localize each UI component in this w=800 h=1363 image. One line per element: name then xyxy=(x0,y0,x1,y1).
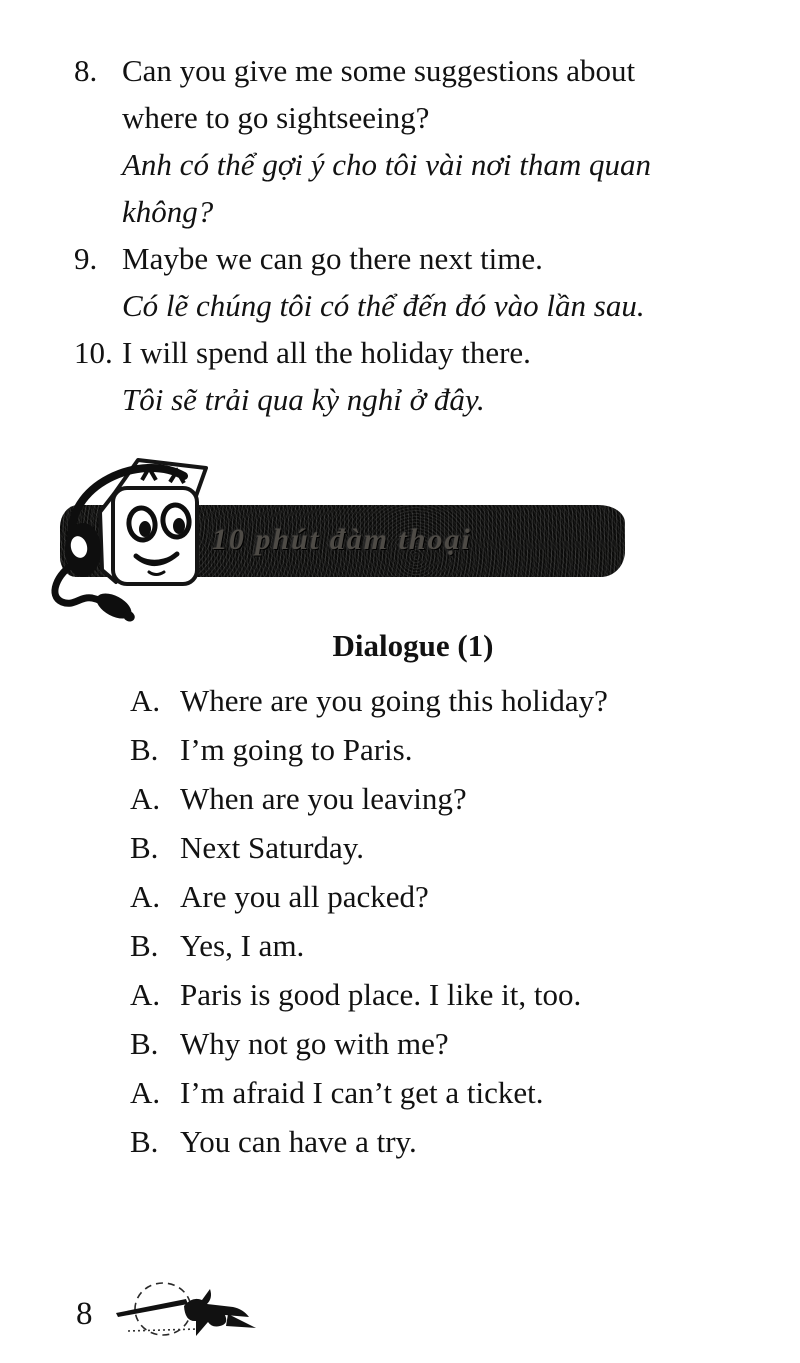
speaker-label: B. xyxy=(130,732,159,767)
listening-banner xyxy=(50,450,640,625)
dialogue-text: You can have a try. xyxy=(180,1124,417,1159)
phrase-item xyxy=(74,47,764,235)
page-number: 8 xyxy=(76,1296,93,1332)
speaker-label: B. xyxy=(130,830,159,865)
speaker-label: A. xyxy=(130,1075,161,1110)
dialogue-text: Paris is good place. I like it, too. xyxy=(180,977,582,1012)
speaker-label: A. xyxy=(130,879,161,914)
speaker-label: B. xyxy=(130,1026,159,1061)
dialogue-line xyxy=(130,872,750,921)
swallow-icon xyxy=(108,1276,258,1351)
dialogue-text: Are you all packed? xyxy=(180,879,429,914)
phrase-english-line: I will spend all the holiday there. xyxy=(122,335,531,370)
phrase-item xyxy=(74,235,764,329)
banner-label: 10 phút đàm thoại xyxy=(212,523,472,556)
dialogue-text: I’m going to Paris. xyxy=(180,732,413,767)
dialogue-text: Why not go with me? xyxy=(180,1026,449,1061)
headphones-cube-mascot-icon xyxy=(50,450,215,625)
dialogue-line xyxy=(130,921,750,970)
dialogue-line xyxy=(130,970,750,1019)
speaker-label: B. xyxy=(130,1124,159,1159)
phrase-number: 9. xyxy=(74,241,98,276)
dialogue-line xyxy=(130,823,750,872)
phrase-english-line: Can you give me some suggestions about xyxy=(122,53,636,88)
phrase-list xyxy=(74,47,764,423)
dialogue-title: Dialogue (1) xyxy=(332,628,494,663)
dialogue-line xyxy=(130,1117,750,1166)
dialogue-line xyxy=(130,1019,750,1068)
dialogue-text: I’m afraid I can’t get a ticket. xyxy=(180,1075,544,1110)
phrase-number: 10. xyxy=(74,335,113,370)
phrase-vietnamese-line: Tôi sẽ trải qua kỳ nghỉ ở đây. xyxy=(122,382,485,417)
phrase-english-line: Maybe we can go there next time. xyxy=(122,241,543,276)
dialogue-line xyxy=(130,676,750,725)
phrase-vietnamese-line: Anh có thể gợi ý cho tôi vài nơi tham quan xyxy=(122,147,651,182)
phrase-english-line: where to go sightseeing? xyxy=(122,100,430,135)
speaker-label: B. xyxy=(130,928,159,963)
speaker-label: A. xyxy=(130,977,161,1012)
dialogue-text: When are you leaving? xyxy=(180,781,467,816)
phrase-item xyxy=(74,329,764,423)
speaker-label: A. xyxy=(130,683,161,718)
dialogue-text: Yes, I am. xyxy=(180,928,305,963)
phrase-vietnamese-line: Có lẽ chúng tôi có thể đến đó vào lần sau. xyxy=(122,288,645,323)
phrase-number: 8. xyxy=(74,53,98,88)
dialogue-text: Next Saturday. xyxy=(180,830,364,865)
dialogue-list xyxy=(130,676,750,1166)
phrase-vietnamese-line: không? xyxy=(122,194,214,229)
speaker-label: A. xyxy=(130,781,161,816)
dialogue-line xyxy=(130,1068,750,1117)
dialogue-text: Where are you going this holiday? xyxy=(180,683,608,718)
dialogue-line xyxy=(130,774,750,823)
dialogue-line xyxy=(130,725,750,774)
